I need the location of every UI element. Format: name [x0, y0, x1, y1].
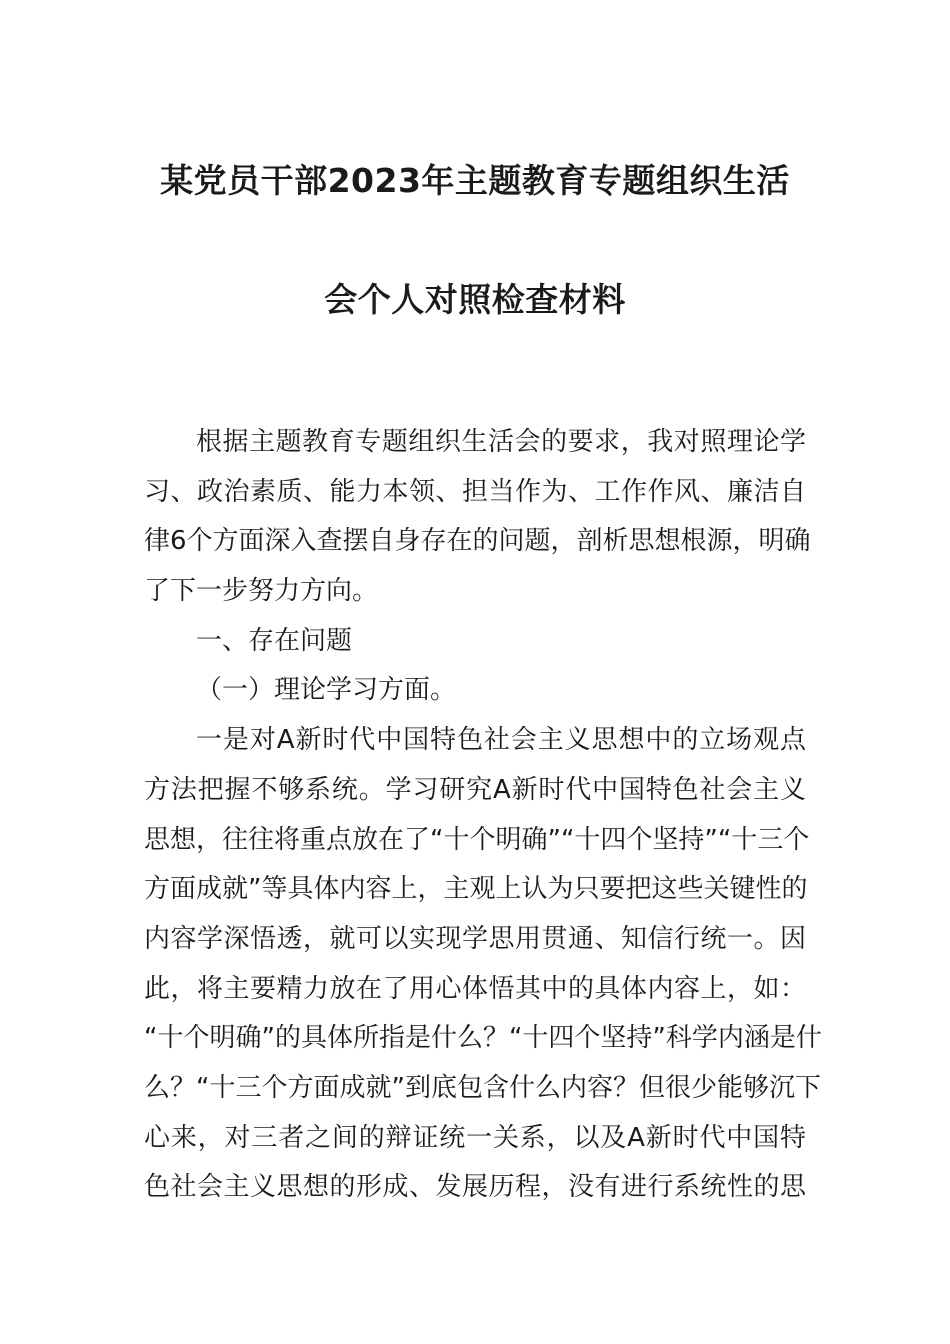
paragraph-line: 律6个方面深入查摆自身存在的问题，剖析思想根源，明确: [144, 526, 811, 557]
paragraph-line: 了下一步努力方向。: [144, 576, 379, 607]
paragraph-line: 色社会主义思想的形成、发展历程，没有进行系统性的思: [144, 1172, 806, 1203]
paragraph-line: 方法把握不够系统。学习研究A新时代中国特色社会主义: [144, 774, 806, 805]
paragraph-line: 方面成就”等具体内容上，主观上认为只要把这些关键性的: [144, 874, 808, 905]
paragraph-line: “十个明确”的具体所指是什么？“十四个坚持”科学内涵是什: [144, 1023, 822, 1054]
document-body: [144, 418, 822, 1213]
document-title-line-1: 某党员干部2023年主题教育专题组织生活: [160, 161, 790, 200]
paragraph-line: 思想，往往将重点放在了“十个明确”“十四个坚持”“十三个: [144, 824, 810, 855]
document-title-line-2: 会个人对照检查材料: [324, 280, 626, 319]
section-heading: 一、存在问题: [196, 625, 353, 656]
paragraph-line: 内容学深悟透，就可以实现学思用贯通、知信行统一。因: [144, 923, 806, 954]
paragraph-line: 心来，对三者之间的辩证统一关系，以及A新时代中国特: [144, 1122, 806, 1153]
paragraph-line: 么？“十三个方面成就”到底包含什么内容？但很少能够沉下: [144, 1072, 821, 1103]
paragraph-line: 习、政治素质、能力本领、担当作为、工作作风、廉洁自: [144, 476, 806, 507]
paragraph-line: 此，将主要精力放在了用心体悟其中的具体内容上，如：: [144, 973, 806, 1004]
paragraph-line: 一是对A新时代中国特色社会主义思想中的立场观点: [196, 725, 806, 756]
subsection-heading: （一）理论学习方面。: [196, 675, 457, 706]
paragraph-line: 根据主题教育专题组织生活会的要求，我对照理论学: [196, 427, 806, 457]
